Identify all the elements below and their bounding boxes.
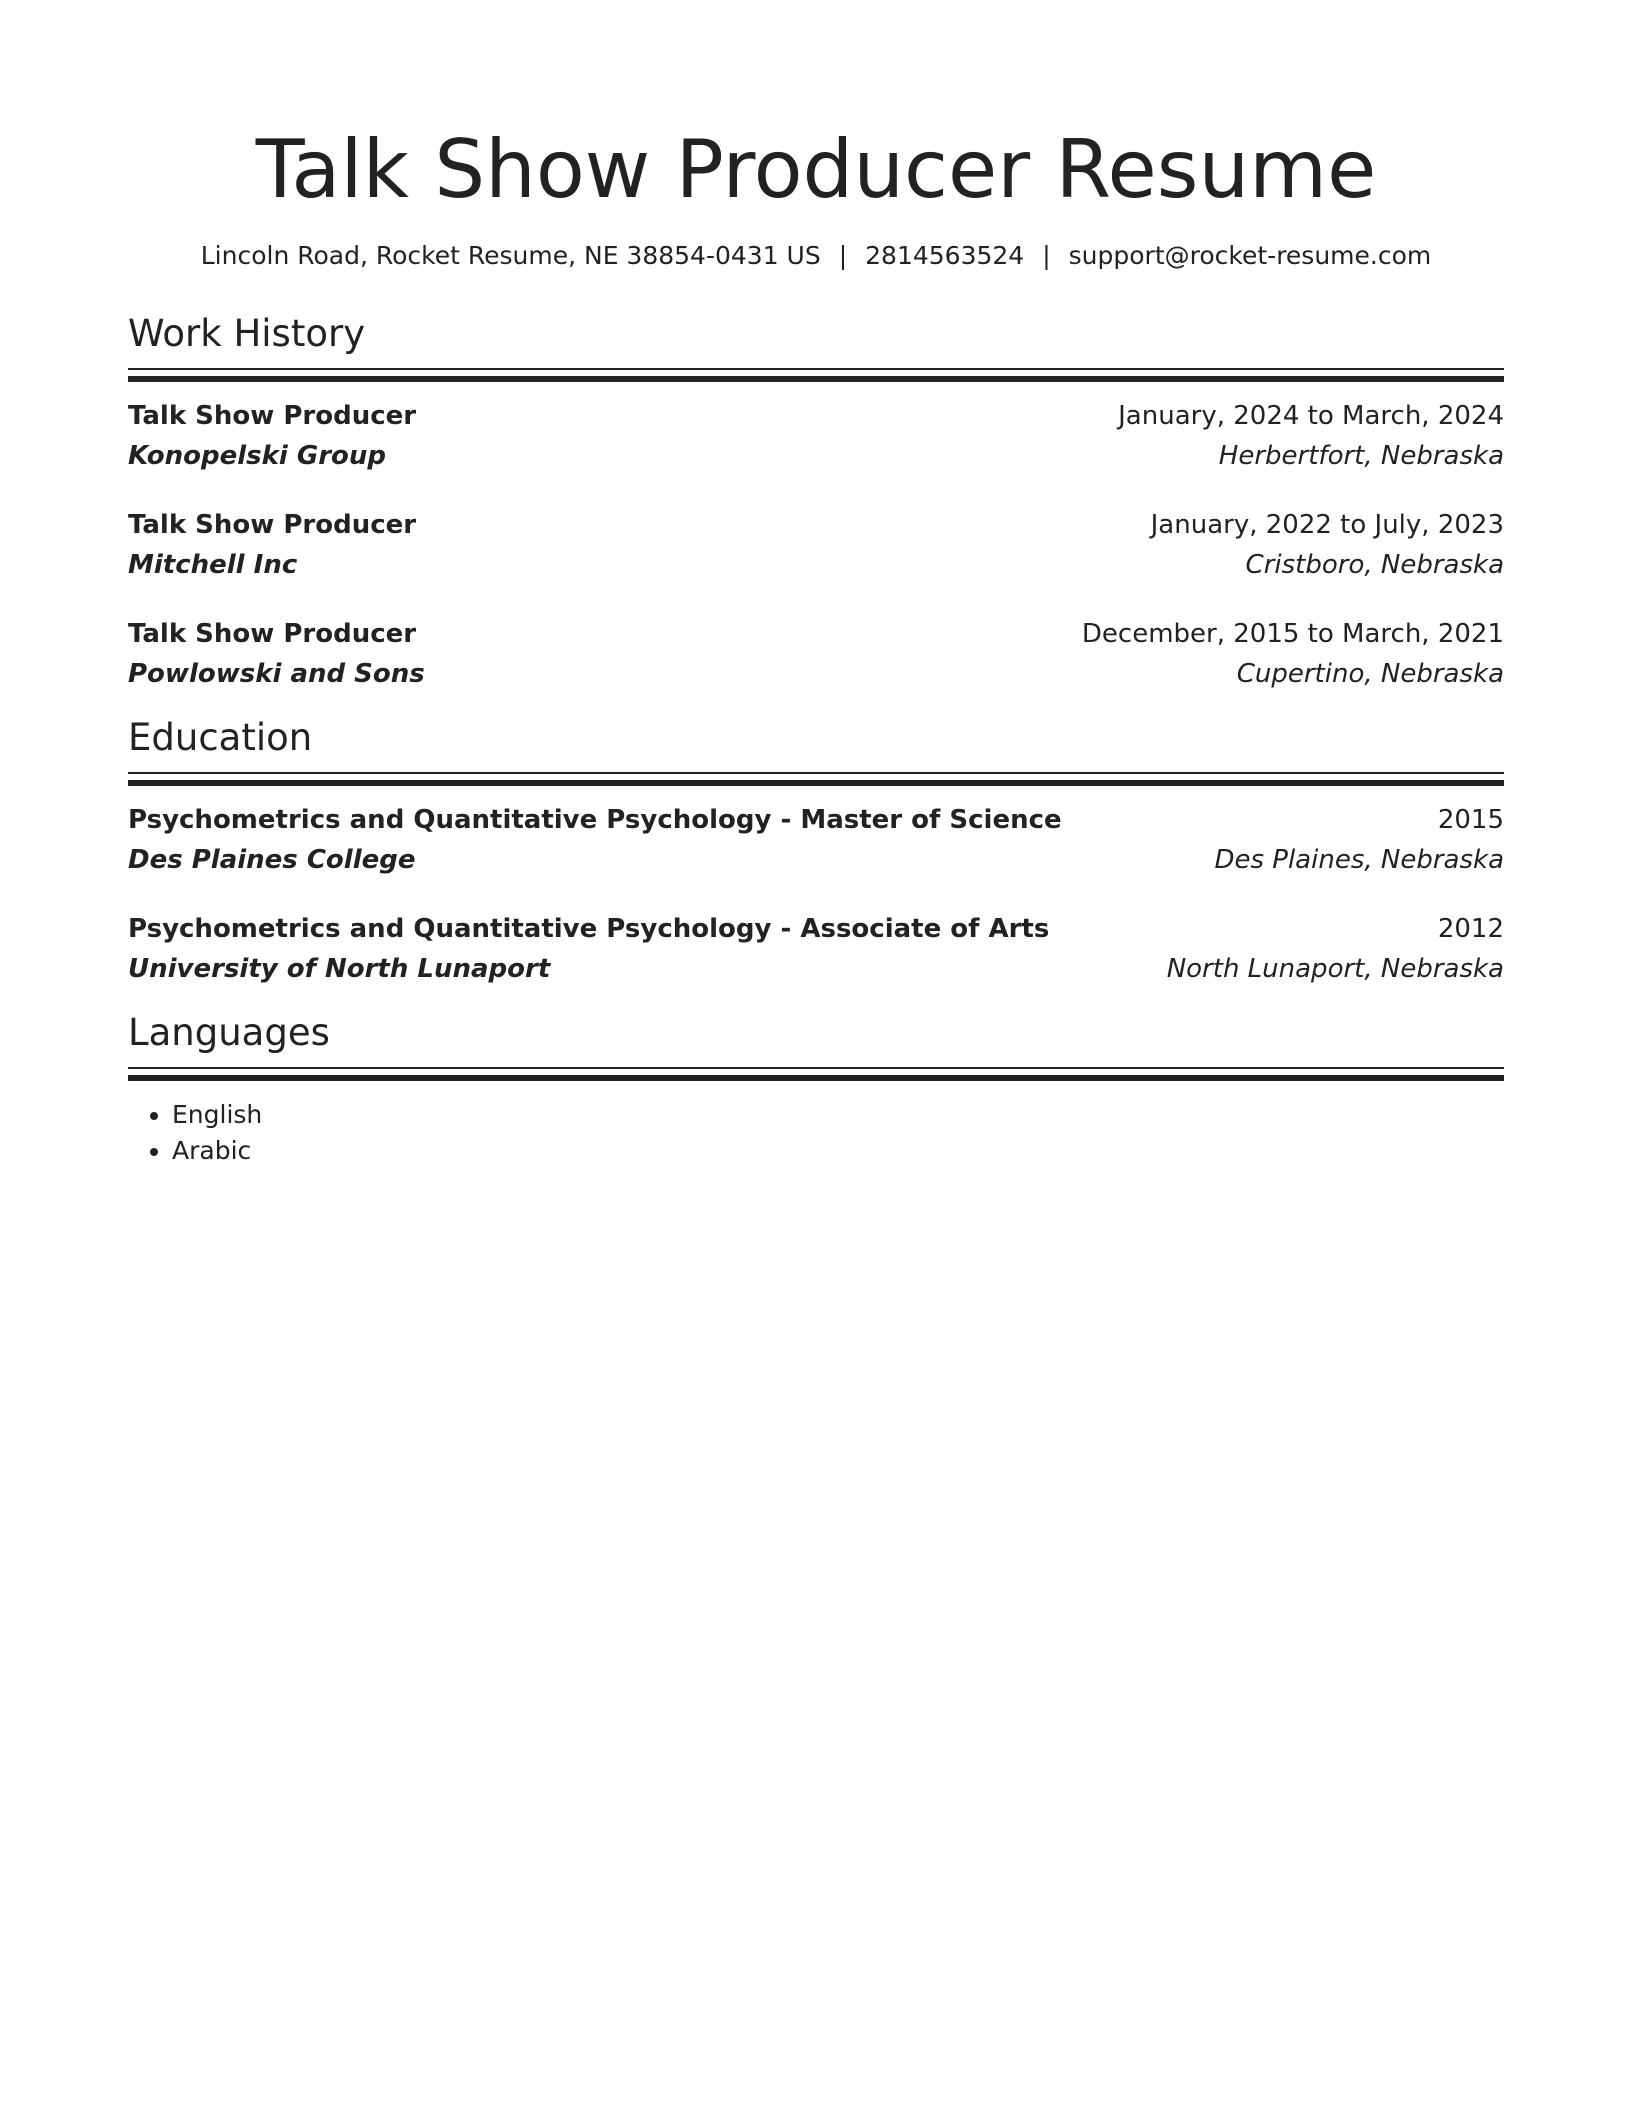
contact-email[interactable]: support@rocket-resume.com — [1068, 241, 1432, 270]
education-entry — [128, 800, 1504, 880]
work-entry — [128, 614, 1504, 694]
section-divider — [128, 780, 1504, 786]
section-divider — [128, 368, 1504, 370]
list-item: • English — [172, 1097, 1504, 1133]
section-divider — [128, 1067, 1504, 1069]
job-location: Cupertino, Nebraska — [1236, 659, 1504, 689]
work-entry — [128, 396, 1504, 476]
languages-list — [128, 1097, 1504, 1169]
degree-name: Psychometrics and Quantitative Psychology - Associate of Arts — [128, 914, 1050, 944]
graduation-year: 2012 — [1437, 914, 1504, 944]
company-name: Mitchell Inc — [128, 550, 298, 580]
section-divider — [128, 376, 1504, 382]
job-location: Cristboro, Nebraska — [1245, 550, 1504, 580]
job-location: Herbertfort, Nebraska — [1218, 441, 1504, 471]
education-section — [128, 714, 1504, 989]
section-divider — [128, 772, 1504, 774]
section-heading: Work History — [128, 312, 366, 355]
contact-separator: | — [1042, 241, 1051, 270]
section-heading: Education — [128, 716, 313, 759]
work-entry — [128, 505, 1504, 585]
job-title: Talk Show Producer — [128, 619, 417, 649]
contact-address: Lincoln Road, Rocket Resume, NE 38854-0431 US — [200, 241, 821, 270]
school-name: Des Plaines College — [128, 845, 416, 875]
school-location: North Lunaport, Nebraska — [1166, 954, 1504, 984]
job-dates: January, 2022 to July, 2023 — [1150, 510, 1504, 540]
section-heading: Languages — [128, 1011, 330, 1054]
school-location: Des Plaines, Nebraska — [1214, 845, 1504, 875]
contact-phone: 2814563524 — [865, 241, 1025, 270]
job-title: Talk Show Producer — [128, 401, 417, 431]
work-history-section — [128, 310, 1504, 694]
job-dates: January, 2024 to March, 2024 — [1118, 401, 1504, 431]
list-item: • Arabic — [172, 1133, 1504, 1169]
education-entry — [128, 909, 1504, 989]
degree-name: Psychometrics and Quantitative Psychology - Master of Science — [128, 805, 1062, 835]
resume-title: Talk Show Producer Resume — [255, 123, 1377, 216]
job-title: Talk Show Producer — [128, 510, 417, 540]
contact-line — [128, 238, 1504, 274]
company-name: Powlowski and Sons — [128, 659, 425, 689]
job-dates: December, 2015 to March, 2021 — [1081, 619, 1504, 649]
graduation-year: 2015 — [1437, 805, 1504, 835]
company-name: Konopelski Group — [128, 441, 386, 471]
contact-separator: | — [838, 241, 848, 270]
section-divider — [128, 1075, 1504, 1081]
school-name: University of North Lunaport — [128, 954, 551, 984]
resume-page — [128, 118, 1504, 1169]
languages-section — [128, 1009, 1504, 1169]
